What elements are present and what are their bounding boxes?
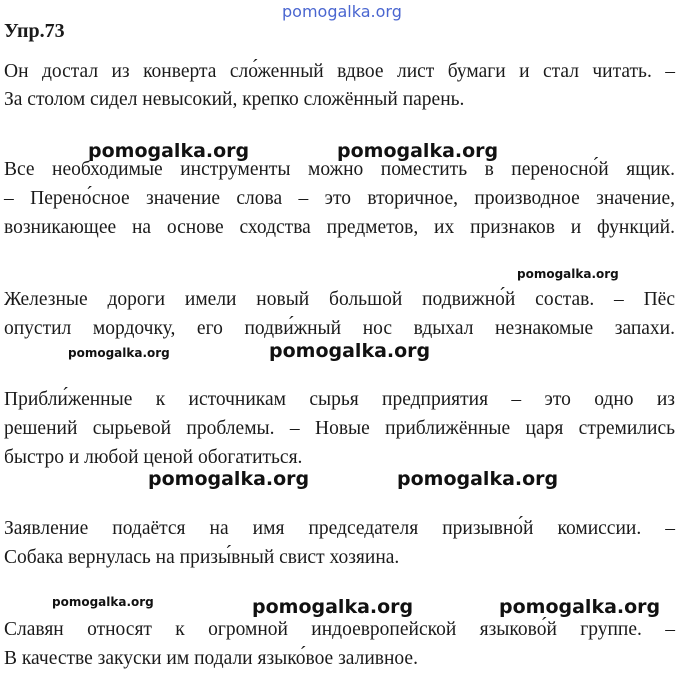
text-line: быстро и любой ценой обогатиться.: [4, 447, 303, 468]
watermark: pomogalka.org: [52, 595, 154, 609]
watermark-top[interactable]: pomogalka.org: [282, 2, 402, 21]
watermark: pomogalka.org: [252, 596, 414, 618]
exercise-title: Упр.73: [4, 20, 65, 42]
text-line: Он достал из конверта сло́женный вдвое лист бумаги и стал читать. –: [4, 61, 675, 82]
text-line: – Перено́сное значение слова – это вторичное, производное значение,: [4, 188, 675, 209]
text-line: Заявление подаётся на имя председателя призывно́й комиссии. –: [4, 518, 675, 539]
watermark: pomogalka.org: [517, 267, 619, 281]
watermark: pomogalka.org: [269, 340, 431, 362]
watermark: pomogalka.org: [88, 140, 250, 162]
text-line: решений сырьевой проблемы. – Новые приближённые царя стремились: [4, 418, 675, 439]
text-line: Все необходимые инструменты можно поместить в переносно́й ящик.: [4, 159, 675, 180]
watermark: pomogalka.org: [148, 468, 310, 490]
text-line: Славян относят к огромной индоевропейской языково́й группе. –: [4, 619, 675, 640]
text-line: возникающее на основе сходства предметов, их признаков и функций.: [4, 217, 675, 238]
text-line: В качестве закуски им подали языко́вое заливное.: [4, 648, 418, 669]
text-line: Прибли́женные к источникам сырья предприятия – это одно из: [4, 389, 675, 410]
watermark: pomogalka.org: [499, 596, 661, 618]
watermark: pomogalka.org: [337, 140, 499, 162]
watermark: pomogalka.org: [68, 346, 170, 360]
text-line: За столом сидел невысокий, крепко сложённый парень.: [4, 89, 465, 110]
watermark: pomogalka.org: [397, 468, 559, 490]
text-line: Железные дороги имели новый большой подвижно́й состав. – Пёс: [4, 289, 675, 310]
text-line: опустил мордочку, его подви́жный нос вдыхал незнакомые запахи.: [4, 318, 675, 339]
text-line: Собака вернулась на призы́вный свист хозяина.: [4, 547, 400, 568]
